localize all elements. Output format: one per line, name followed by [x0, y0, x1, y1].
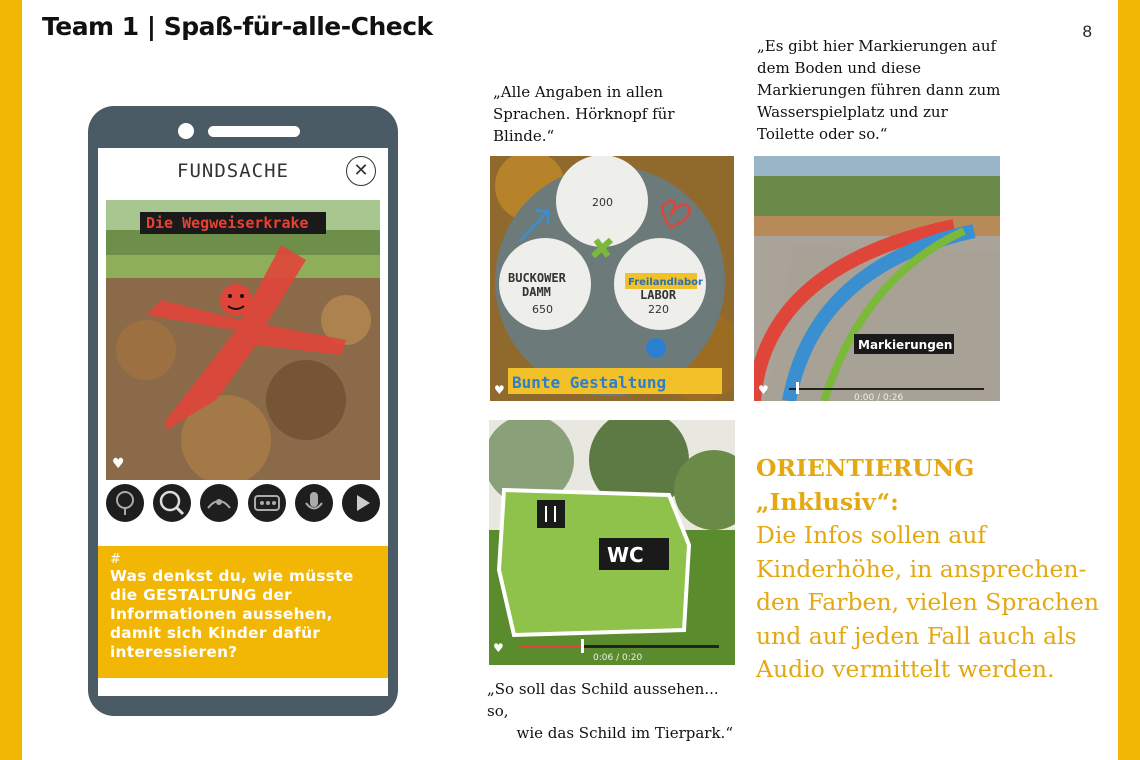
question-box	[98, 546, 388, 678]
svg-text:♥: ♥	[494, 383, 505, 397]
page-title: Team 1 | Spaß-für-alle-Check	[42, 12, 433, 41]
question-text: Was denkst du, wie müsste die GESTALTUNG der Informationen aussehen, damit sich Kinder dafür interessieren?	[110, 567, 354, 661]
map-icon[interactable]	[200, 484, 238, 522]
wc-time: 0:06 / 0:20	[593, 653, 643, 663]
quote-languages: „Alle Angaben in allen Sprachen. Hörknopf für Blinde.“	[493, 83, 675, 145]
svg-text:200: 200	[592, 196, 613, 209]
quote-sign-line-2: wie das Schild im Tierpark.“	[516, 724, 733, 742]
path-markings-image	[754, 156, 1000, 401]
path-label: Markierungen	[858, 338, 953, 352]
orientation-body: Die Infos sollen auf Kinderhöhe, in ansprechen-den Farben, vielen Sprachen und auf jeden Fall auch als Audio vermittelt werden.	[756, 521, 1099, 683]
signpost-banner: Bunte Gestaltung	[512, 373, 667, 392]
close-button[interactable]: ✕	[346, 156, 376, 186]
left-accent-bar	[0, 0, 22, 760]
svg-text:LABOR: LABOR	[640, 288, 677, 302]
microphone-icon[interactable]	[295, 484, 333, 522]
orientation-heading: ORIENTIERUNG „Inklusiv“:	[756, 454, 975, 516]
svg-text:220: 220	[648, 303, 669, 316]
video-icon[interactable]	[248, 484, 286, 522]
wc-label: WC	[607, 543, 644, 567]
svg-text:♥: ♥	[758, 383, 769, 397]
right-accent-bar	[1118, 0, 1140, 760]
quote-sign	[487, 678, 737, 744]
wc-sign-image	[489, 420, 735, 665]
phone-mockup	[88, 106, 398, 716]
svg-text:Freilandlabor: Freilandlabor	[628, 277, 703, 288]
magnifier-icon[interactable]	[153, 484, 191, 522]
phone-screen	[98, 148, 388, 696]
tool-row	[106, 484, 380, 522]
question-tag: #	[110, 552, 121, 567]
svg-text:♥: ♥	[112, 456, 125, 472]
quote-markings: „Es gibt hier Markierungen auf dem Boden und diese Markierungen führen dann zum Wasserspielplatz und zur Toilette oder so.“	[757, 37, 1001, 143]
photo-banner: Die Wegweiserkrake	[146, 214, 309, 232]
play-icon[interactable]	[342, 484, 380, 522]
pin-icon[interactable]	[106, 484, 144, 522]
screen-title: FUNDSACHE	[177, 160, 289, 182]
page-number: 8	[1082, 22, 1092, 41]
orientation-section	[756, 452, 1116, 687]
svg-text:BUCKOWER: BUCKOWER	[508, 271, 566, 285]
path-time: 0:00 / 0:26	[854, 393, 904, 401]
leaves-photo	[106, 200, 380, 480]
phone-camera	[178, 123, 194, 139]
svg-text:♥: ♥	[493, 641, 504, 655]
quote-sign-line-1: „So soll das Schild aussehen... so,	[487, 680, 719, 720]
svg-text:DAMM: DAMM	[522, 285, 551, 299]
phone-speaker	[208, 126, 300, 137]
signpost-image	[490, 156, 734, 401]
svg-text:650: 650	[532, 303, 553, 316]
